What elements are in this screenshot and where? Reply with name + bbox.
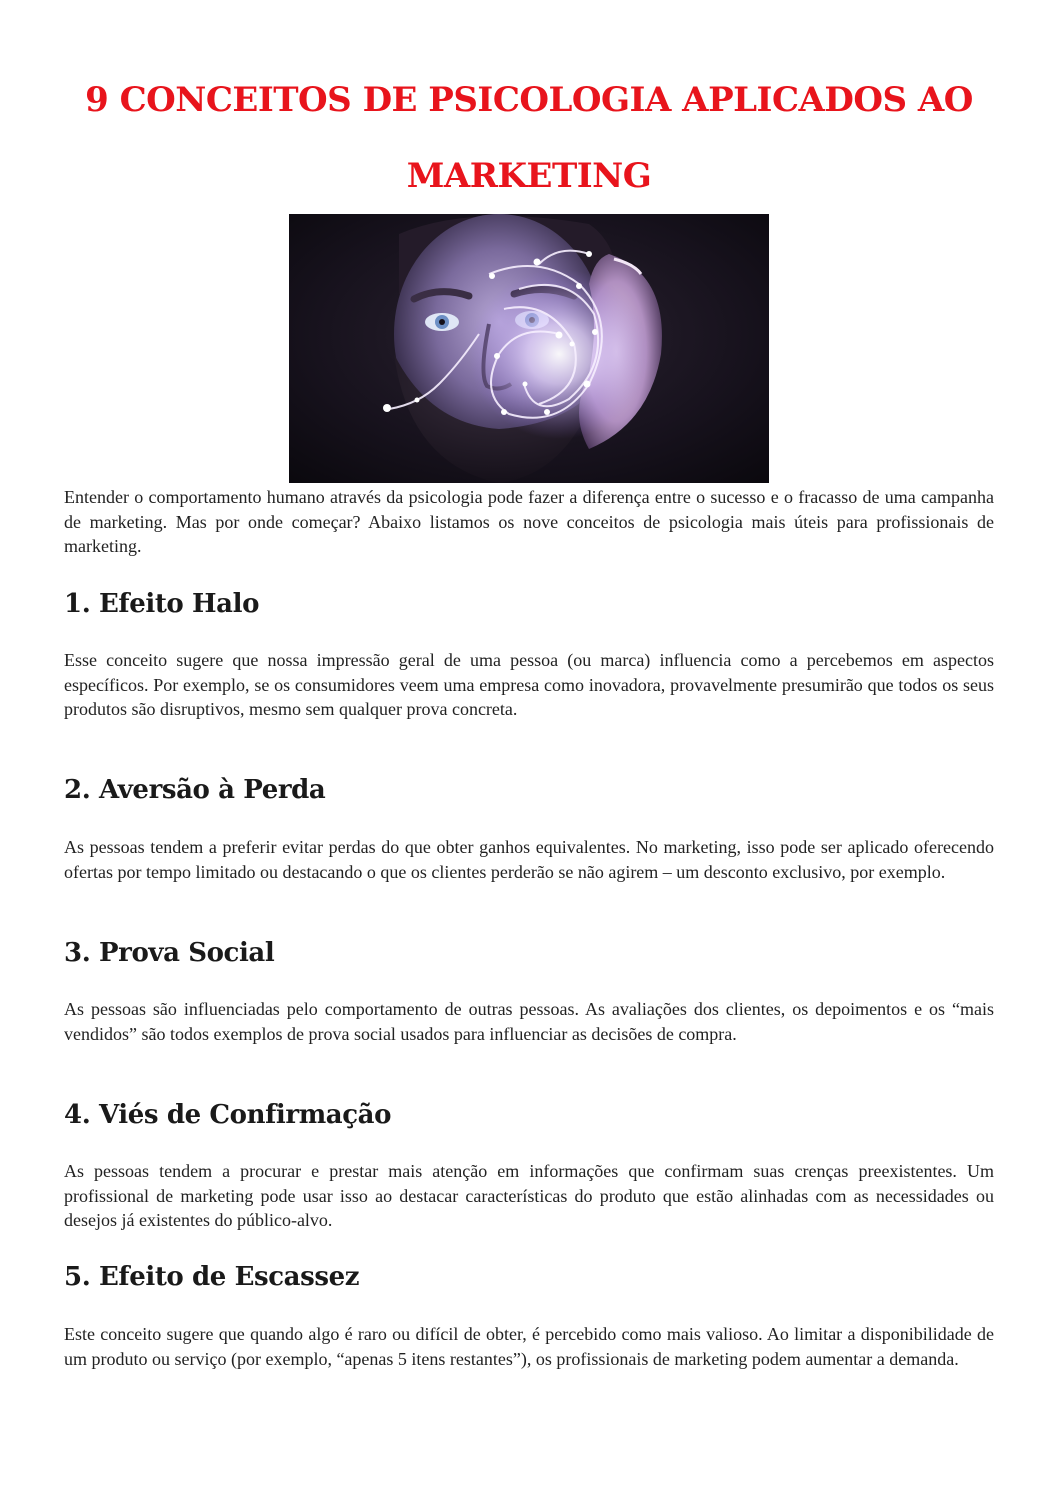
section-paragraph: As pessoas são influenciadas pelo comportamento de outras pessoas. As avaliações dos clientes, os depoimentos e os “mais vendidos” são todos exemplos de prova social usados para influenciar as decisões de compra. (64, 999, 994, 1044)
face-with-fairy-lights-image (289, 214, 769, 483)
intro-paragraph: Entender o comportamento humano através da psicologia pode fazer a diferença entre o sucesso e o fracasso de uma campanha de marketing. Mas por onde começar? Abaixo listamos os nove conceitos de psicologia mais úteis para profissionais de marketing. (64, 487, 994, 557)
section-paragraph: As pessoas tendem a preferir evitar perdas do que obter ganhos equivalentes. No marketing, isso pode ser aplicado oferecendo ofertas por tempo limitado ou destacando o que os clientes perderão se não agirem – um desconto exclusivo, por exemplo. (64, 837, 994, 882)
section-heading: 2. Aversão à Perda (64, 775, 326, 805)
section-heading: 3. Prova Social (64, 938, 275, 968)
section-heading: 1. Efeito Halo (64, 589, 260, 619)
section-paragraph: As pessoas tendem a procurar e prestar mais atenção em informações que confirmam suas crenças preexistentes. Um profissional de marketing pode usar isso ao destacar características do produto que estão alinhadas com as necessidades ou desejos já existentes do público-alvo. (64, 1161, 994, 1231)
section-heading: 5. Efeito de Escassez (64, 1262, 360, 1292)
page-title: 9 CONCEITOS DE PSICOLOGIA APLICADOS AO MARKETING (85, 80, 973, 196)
section-heading: 4. Viés de Confirmação (64, 1100, 392, 1130)
section-paragraph: Esse conceito sugere que nossa impressão geral de uma pessoa (ou marca) influencia como a percebemos em aspectos específicos. Por exemplo, se os consumidores veem uma empresa como inovadora, provavelmente presumirão que todos os seus produtos são disruptivos, mesmo sem qualquer prova concreta. (64, 650, 994, 720)
section-paragraph: Este conceito sugere que quando algo é raro ou difícil de obter, é percebido como mais valioso. Ao limitar a disponibilidade de um produto ou serviço (por exemplo, “apenas 5 itens restantes”), os profissionais de marketing podem aumentar a demanda. (64, 1324, 994, 1369)
